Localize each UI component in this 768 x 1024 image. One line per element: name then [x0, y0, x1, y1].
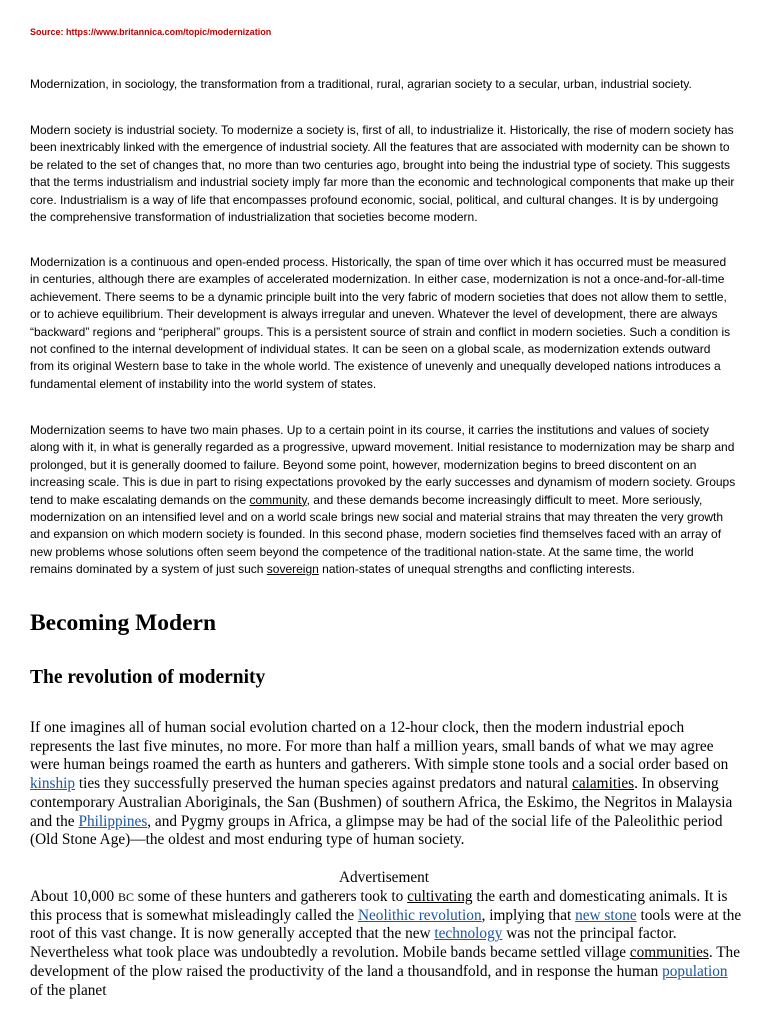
text-run: was not the principal factor. Nevertheless what took place was undoubtedly a revolution. Mobile bands became settled village: [30, 925, 677, 962]
intro-paragraph-3: Modernization is a continuous and open-ended process. Historically, the span of time over which it has occurred must be measured in centuries, although there are examples of accelerated modernization. In either case, modernization is not a once-and-for-all-time achievement. There seems to be a dynamic principle built into the very fabric of modern societies that does not allow them to settle, or to achieve equilibrium. Their development is always irregular and uneven. Whatever the level of development, there are always “backward” regions and “peripheral” groups. This is a persistent source of strain and conflict in modern societies. Such a condition is not confined to the internal development of individual states. It can be seen on a global scale, as modernization extends outward from its original Western base to take in the whole world. The existence of unevenly and unequally developed nations introduces a fundamental element of instability into the world system of states.: [30, 255, 731, 391]
source-line[interactable]: Source: https://www.britannica.com/topic/modernization: [30, 27, 272, 37]
text-run: tools were at the root of this vast change. It is now generally accepted that the new: [30, 906, 742, 943]
body-paragraph-2: [30, 888, 742, 1000]
text-run: About 10,000: [30, 888, 118, 905]
text-run: ties they successfully preserved the human species against predators and natural: [75, 775, 573, 793]
philippines-link[interactable]: Philippines: [78, 812, 148, 830]
population-link[interactable]: population: [662, 962, 728, 980]
community-link[interactable]: community: [249, 492, 307, 507]
technology-link[interactable]: technology: [434, 925, 503, 943]
subsection-heading: The revolution of modernity: [30, 667, 266, 688]
text-run: , and these demands become increasingly difficult to meet. More seriously, modernization on an intensified level and on a world scale brings new social and material strains that may threaten the very growth and expansion on which modern society is founded. In this second phase, modern societies find themselves faced with an array of new problems whose solutions often seem beyond the competence of the traditional nation-state. At the same time, the world remains dominated by a system of just such: [30, 492, 724, 577]
text-run: nation-states of unequal strengths and conflicting interests.: [318, 562, 636, 577]
new-stone-link[interactable]: new stone: [575, 906, 637, 924]
text-run: of the planet: [30, 981, 107, 999]
sovereign-link[interactable]: sovereign: [266, 562, 319, 577]
intro-paragraph-1: Modernization, in sociology, the transformation from a traditional, rural, agrarian society to a secular, urban, industrial society.: [30, 77, 692, 91]
text-run: Modernization seems to have two main phases. Up to a certain point in its course, it carries the institutions and values of society along with it, in what is generally regarded as a progressive, upward movement. Initial resistance to modernization may be sharp and prolonged, but it is generally doomed to failure. Beyond some point, however, modernization begins to breed discontent on an increasing scale. This is due in part to rising expectations provoked by the early successes and dynamism of modern society. Groups tend to make escalating demands on the: [30, 423, 736, 507]
text-run: the earth and domesticating animals. It is this process that is somewhat misleadingly called the: [30, 888, 728, 924]
text-run: If one imagines all of human social evolution charted on a 12-hour clock, then the modern industrial epoch represents the last five minutes, no more. For more than half a million years, small bands of what we may agree were human beings roamed the earth as hunters and gatherers. With simple stone tools and a social order based on: [30, 719, 729, 774]
advertisement-label: Advertisement: [338, 869, 430, 886]
neolithic-revolution-link[interactable]: Neolithic revolution: [357, 906, 482, 924]
calamities-link[interactable]: calamities: [572, 775, 635, 793]
text-run: . In observing contemporary Australian Aboriginals, the San (Bushmen) of southern Africa, the Eskimo, the Negritos in Malaysia and the: [30, 775, 733, 830]
text-run: , implying that: [481, 906, 576, 924]
section-heading: Becoming Modern: [30, 610, 217, 636]
cultivating-link[interactable]: cultivating: [407, 888, 473, 905]
text-run: . The development of the plow raised the productivity of the land a thousandfold, and in response the human: [30, 944, 740, 980]
communities-link[interactable]: communities: [629, 944, 709, 962]
era-bc: BC: [117, 890, 134, 904]
body-paragraph-1: [30, 719, 742, 850]
text-run: some of these hunters and gatherers took to: [133, 888, 408, 905]
kinship-link[interactable]: kinship: [30, 775, 76, 793]
intro-paragraph-2: Modern society is industrial society. To modernize a society is, first of all, to industrialize it. Historically, the rise of modern society has been inextricably linked with the emergence of industrial society. All the features that are associated with modernity can be shown to be related to the set of changes that, no more than two centuries ago, brought into being the industrial type of society. This suggests that the terms industrialism and industrial society imply far more than the economic and technological components that make up their core. Industrialism is a way of life that encompasses profound economic, social, political, and cultural changes. It is by undergoing the comprehensive transformation of industrialization that societies become modern.: [30, 123, 735, 225]
intro-paragraph-4: [30, 422, 737, 579]
text-run: , and Pygmy groups in Africa, a glimpse may be had of the social life of the Paleolithic period (Old Stone Age)—the oldest and most enduring type of human society.: [30, 812, 723, 849]
